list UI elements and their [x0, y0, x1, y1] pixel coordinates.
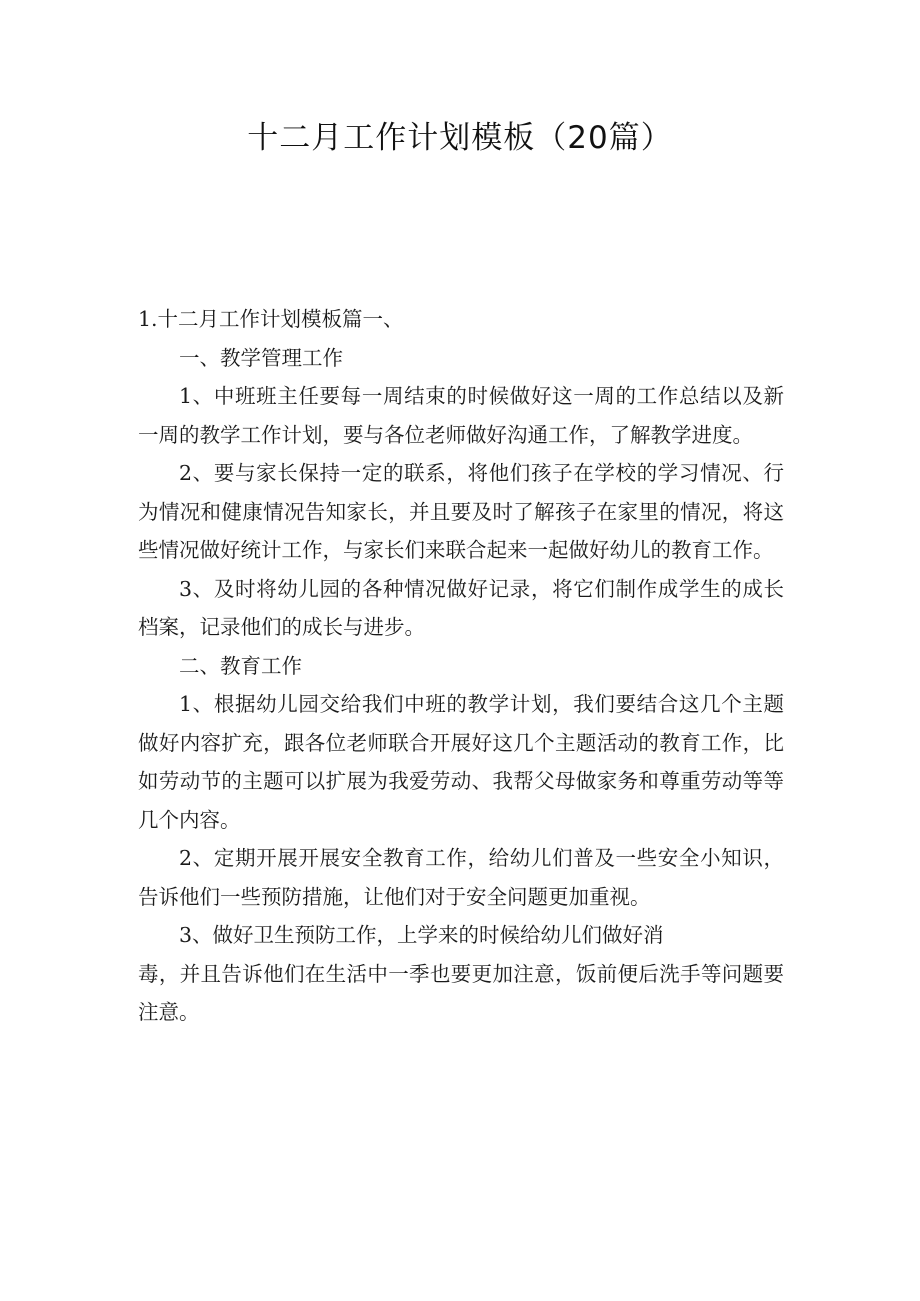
part1-item-2: 2、要与家长保持一定的联系，将他们孩子在学校的学习情况、行为情况和健康情况告知家长，并且要及时了解孩子在家里的情况，将这些情况做好统计工作，与家长们来联合起来一起做好幼儿的教育工作。: [138, 461, 784, 562]
part2-item-1: 1、根据幼儿园交给我们中班的教学计划，我们要结合这几个主题做好内容扩充，跟各位老师联合开展好这几个主题活动的教育工作，比如劳动节的主题可以扩展为我爱劳动、我帮父母做家务和尊重劳动等等几个内容。: [138, 692, 784, 832]
part1-item-1: 1、中班班主任要每一周结束的时候做好这一周的工作总结以及新一周的教学工作计划，要与各位老师做好沟通工作，了解教学进度。: [138, 384, 784, 447]
part2-item-3-line1: 3、做好卫生预防工作，上学来的时候给幼儿们做好消: [179, 923, 664, 947]
document-body: [138, 300, 784, 1032]
part1-heading: 一、教学管理工作: [179, 345, 343, 370]
part2-item-3-continuation: 毒，并且告诉他们在生活中一季也要更加注意，饭前便后洗手等问题要注意。: [138, 961, 784, 1024]
section-heading: 1.十二月工作计划模板篇一、: [138, 307, 404, 331]
document-title: 十二月工作计划模板（20篇）: [247, 120, 673, 156]
part2-heading: 二、教育工作: [179, 653, 302, 678]
part2-item-2: 2、定期开展开展安全教育工作，给幼儿们普及一些安全小知识，告诉他们一些预防措施，让他们对于安全问题更加重视。: [138, 846, 784, 909]
part1-item-3: 3、及时将幼儿园的各种情况做好记录，将它们制作成学生的成长档案，记录他们的成长与进步。: [138, 576, 784, 639]
